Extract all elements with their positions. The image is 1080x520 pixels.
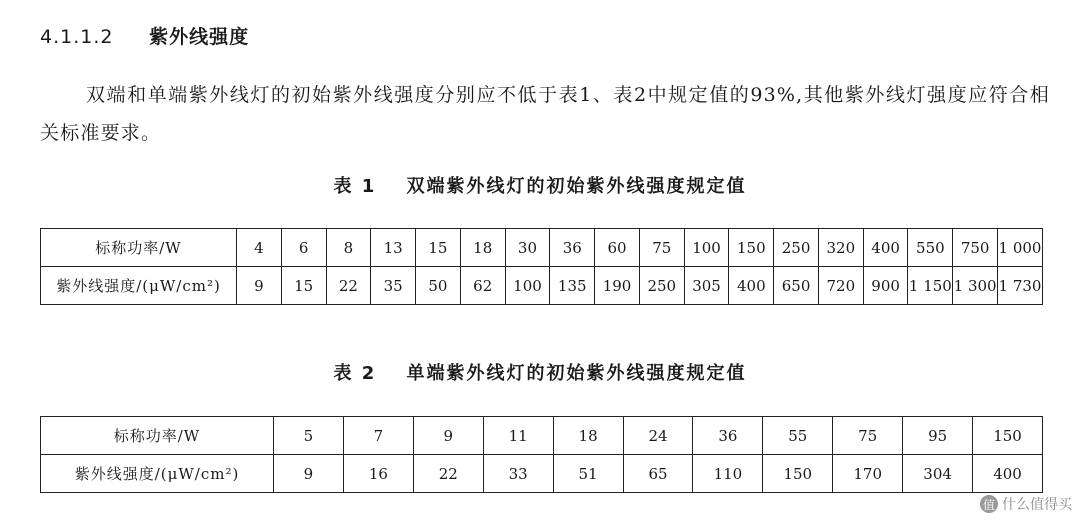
table2-power-cell: 95 [903, 417, 973, 455]
table1-intensity-cell: 62 [460, 267, 505, 305]
table1-intensity-cell: 22 [326, 267, 371, 305]
table1-power-cell: 15 [416, 229, 461, 267]
table2-power-cell: 18 [553, 417, 623, 455]
table1-power-cell: 36 [550, 229, 595, 267]
table2-power-cell: 11 [483, 417, 553, 455]
table1-power-cell: 550 [908, 229, 953, 267]
table1-power-cell: 75 [639, 229, 684, 267]
table2-intensity-cell: 170 [833, 455, 903, 493]
table2-power-cell: 5 [274, 417, 344, 455]
table1-power-cell: 13 [371, 229, 416, 267]
table1-intensity-cell: 1 300 [953, 267, 998, 305]
table1-intensity-cell: 720 [818, 267, 863, 305]
table1-power-cell: 18 [460, 229, 505, 267]
table2-intensity-cell: 33 [483, 455, 553, 493]
table1-intensity-cell: 1 730 [998, 267, 1043, 305]
table1-power-cell: 250 [774, 229, 819, 267]
table2 [40, 416, 1043, 493]
table2-power-cell: 150 [973, 417, 1043, 455]
table2-intensity-cell: 51 [553, 455, 623, 493]
table1-title: 双端紫外线灯的初始紫外线强度规定值 [406, 176, 747, 197]
section-heading [40, 22, 249, 49]
table1-caption [0, 172, 1080, 198]
table1-power-cell: 150 [729, 229, 774, 267]
table1-power-cell: 320 [818, 229, 863, 267]
table1-intensity-cell: 190 [595, 267, 640, 305]
section-title: 紫外线强度 [149, 26, 250, 48]
table1 [40, 228, 1043, 305]
table1-intensity-cell: 305 [684, 267, 729, 305]
table1-intensity-cell: 900 [863, 267, 908, 305]
table2-row-label: 紫外线强度/(μW/cm²) [41, 455, 274, 493]
table1-intensity-cell: 400 [729, 267, 774, 305]
watermark [980, 494, 1072, 514]
table2-intensity-cell: 400 [973, 455, 1043, 493]
table2-intensity-cell: 150 [763, 455, 833, 493]
body-paragraph: 双端和单端紫外线灯的初始紫外线强度分别应不低于表1、表2中规定值的93%,其他紫外线灯强度应符合相关标准要求。 [40, 84, 1050, 144]
table2-intensity-cell: 65 [623, 455, 693, 493]
table2-intensity-cell: 110 [693, 455, 763, 493]
table2-intensity-cell: 304 [903, 455, 973, 493]
table2-power-cell: 24 [623, 417, 693, 455]
table2-power-cell: 36 [693, 417, 763, 455]
table1-power-cell: 750 [953, 229, 998, 267]
table1-power-row [41, 229, 1043, 267]
table2-row-label: 标称功率/W [41, 417, 274, 455]
table1-intensity-cell: 50 [416, 267, 461, 305]
table1-intensity-cell: 35 [371, 267, 416, 305]
table1-power-cell: 1 000 [998, 229, 1043, 267]
table1-intensity-cell: 100 [505, 267, 550, 305]
table2-power-cell: 55 [763, 417, 833, 455]
table1-power-cell: 60 [595, 229, 640, 267]
table1-power-cell: 30 [505, 229, 550, 267]
table1-intensity-cell: 9 [237, 267, 282, 305]
table1-intensity-cell: 250 [639, 267, 684, 305]
table2-intensity-cell: 9 [274, 455, 344, 493]
watermark-text: 什么值得买 [1002, 497, 1072, 513]
table2-power-cell: 9 [413, 417, 483, 455]
smzdm-logo-icon: 值 [980, 495, 998, 513]
table2-caption [0, 359, 1080, 385]
table2-intensity-cell: 16 [343, 455, 413, 493]
table1-power-cell: 8 [326, 229, 371, 267]
table1-power-cell: 400 [863, 229, 908, 267]
table1-intensity-cell: 15 [281, 267, 326, 305]
table2-number: 表 2 [333, 363, 377, 384]
table1-power-cell: 6 [281, 229, 326, 267]
table2-power-cell: 75 [833, 417, 903, 455]
table2-intensity-cell: 22 [413, 455, 483, 493]
table1-intensity-cell: 1 150 [908, 267, 953, 305]
table2-power-row [41, 417, 1043, 455]
table1-number: 表 1 [333, 176, 377, 197]
table1-intensity-row [41, 267, 1043, 305]
table1-intensity-cell: 650 [774, 267, 819, 305]
table2-intensity-row [41, 455, 1043, 493]
section-number: 4.1.1.2 [40, 26, 114, 48]
table1-row-label: 标称功率/W [41, 229, 237, 267]
table1-power-cell: 100 [684, 229, 729, 267]
table1-row-label: 紫外线强度/(μW/cm²) [41, 267, 237, 305]
table1-intensity-cell: 135 [550, 267, 595, 305]
table2-title: 单端紫外线灯的初始紫外线强度规定值 [406, 363, 747, 384]
table1-power-cell: 4 [237, 229, 282, 267]
table2-power-cell: 7 [343, 417, 413, 455]
